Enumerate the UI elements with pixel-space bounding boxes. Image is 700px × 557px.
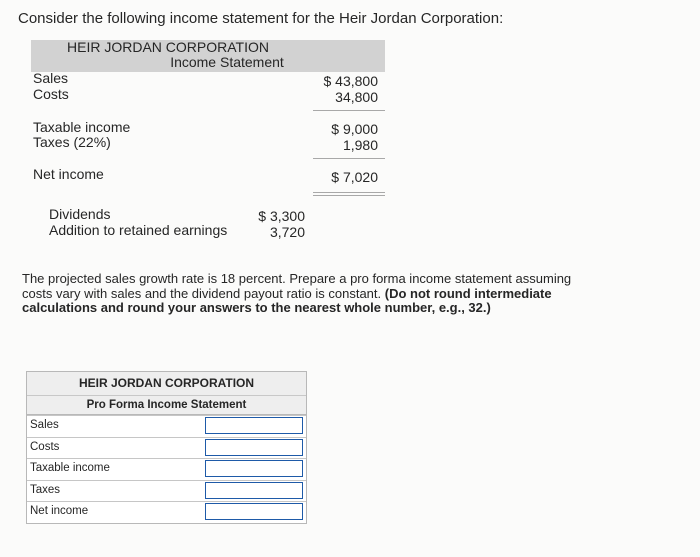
table-row [27, 415, 306, 437]
taxes-label: Taxes (22%) [33, 134, 111, 150]
divider [313, 158, 385, 159]
sales-value: $ 43,800 [323, 73, 378, 89]
row-label-sales: Sales [30, 419, 59, 431]
row-label-costs: Costs [30, 440, 60, 453]
table-row [27, 458, 306, 480]
taxable-income-label: Taxable income [33, 119, 131, 135]
table-row [27, 501, 306, 523]
row-label-taxable-income: Taxable income [30, 462, 110, 474]
table-row [27, 437, 306, 459]
sales-label: Sales [33, 70, 69, 86]
net-income-input[interactable] [205, 503, 303, 520]
dividends-label: Dividends [49, 206, 111, 222]
instructions-bold: (Do not round intermediate calculations and round your answers to the nearest whole number, e.g., 32.) [22, 285, 552, 315]
costs-input[interactable] [205, 439, 303, 456]
taxes-value: 1,980 [342, 137, 378, 153]
retained-earnings-label: Addition to retained earnings [49, 222, 228, 238]
pro-forma-company: HEIR JORDAN CORPORATION [78, 376, 255, 390]
double-rule-top [313, 192, 385, 193]
costs-value: 34,800 [335, 89, 378, 105]
net-income-value: $ 7,020 [331, 169, 378, 185]
sales-input[interactable] [205, 417, 303, 434]
table-row [27, 480, 306, 502]
divider [313, 110, 385, 111]
taxes-input[interactable] [205, 482, 303, 499]
double-rule-bottom [313, 195, 385, 196]
pro-forma-header [27, 372, 306, 415]
pro-forma-table [26, 371, 307, 524]
statement-title: Income Statement [170, 54, 284, 70]
retained-earnings-value: 3,720 [269, 224, 305, 240]
dividends-value: $ 3,300 [258, 208, 305, 224]
taxable-income-input[interactable] [205, 460, 303, 477]
row-label-taxes: Taxes [30, 483, 61, 496]
taxable-income-value: $ 9,000 [331, 121, 378, 137]
net-income-label: Net income [33, 166, 104, 182]
costs-label: Costs [33, 86, 69, 102]
question-text: Consider the following income statement for the Heir Jordan Corporation: [18, 10, 504, 27]
company-name: HEIR JORDAN CORPORATION [67, 39, 269, 55]
instructions-text: The projected sales growth rate is 18 percent. Prepare a pro forma income statement assuming costs vary with sales and the dividend payout ratio is constant. [22, 271, 572, 301]
instructions [22, 272, 597, 316]
pro-forma-title: Pro Forma Income Statement [27, 395, 306, 413]
statement-header [31, 40, 385, 72]
row-label-net-income: Net income [30, 505, 89, 517]
